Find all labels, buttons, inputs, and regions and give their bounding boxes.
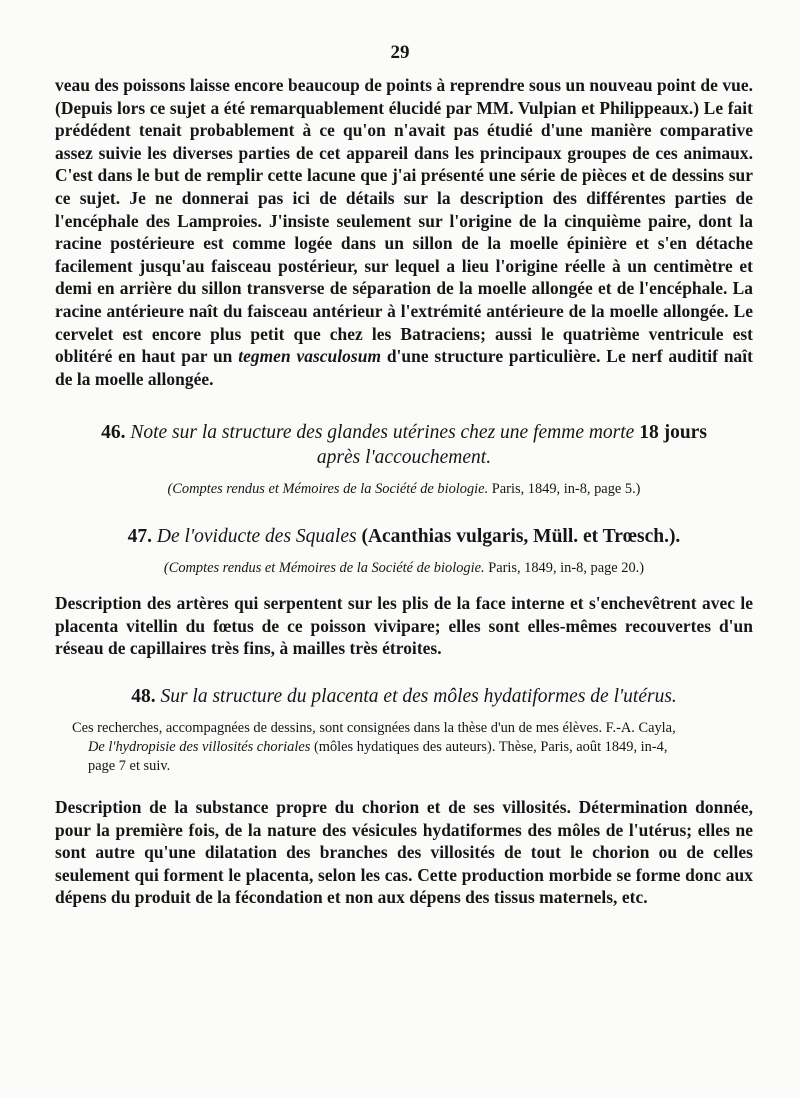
entry-48-title-text: Sur la structure du placenta et des môles hydatiformes de l'utérus. — [160, 686, 677, 707]
entry-47-number: 47. — [127, 526, 153, 547]
entry-47-title-roman: (Acanthias vulgaris, Müll. et Trœsch.). — [361, 526, 681, 547]
entry-48-title — [55, 684, 753, 709]
entry-46-title-text: Note sur la structure des glandes utérines chez une femme morte — [130, 422, 635, 443]
paragraph-1-end: d'une structure particulière. Le nerf auditif naît de la moelle allongée. — [55, 346, 754, 389]
entry-46-title-end: après l'accouchement. — [316, 447, 492, 468]
entry-47-title-text: De l'oviducte des Squales — [156, 526, 357, 547]
entry-48-note-line-2 — [72, 738, 752, 757]
entry-46-title — [55, 420, 753, 470]
entry-48-note-line-1: Ces recherches, accompagnées de dessins, sont consignées dans la thèse d'un de mes élèves. F.-A. Cayla, — [72, 720, 676, 736]
entry-48-note-line-3: page 7 et suiv. — [88, 758, 171, 774]
entry-48-note — [72, 719, 752, 776]
paragraph-1-text: veau des poissons laisse encore beaucoup de points à reprendre sous un nouveau point de vue. (Depuis lors ce sujet a été remarquablement élucidé par MM. Vulpian et Philippeaux.) Le fait prédédent tenait probablement à ce qu'on n'avait pas étudié d'une manière comparative assez suivie les diverses parties de cet appareil dans les principaux groupes de ces animaux. C'est dans le but de remplir cette lacune que j'ai présenté une série de pièces et de dessins sur ce sujet. Je ne donnerai pas ici de détails sur la description des différentes parties de l'encéphale des Lamproies. J'insiste seulement sur l'origine de la cinquième paire, dont la racine postérieure est comme logée dans un sillon de la moelle épinière et s'en détache facilement jusqu'au faisceau postérieur, sur lequel a lieu l'origine réelle à un centimètre et demi en arrière du sillon transverse de séparation de la moelle allongée et de l'encéphale. La racine antérieure naît du faisceau antérieur à l'extrémité antérieure de la moelle allongée. Le cervelet est encore plus petit que chez les Batraciens; aussi le quatrième ventricule est oblitéré en haut par un — [55, 75, 753, 367]
entry-46-reference — [55, 480, 753, 499]
entry-48-number: 48. — [131, 686, 156, 707]
entry-46-ref-rest: Paris, 1849, in-8, page 5.) — [491, 481, 641, 497]
entry-48-note-italic: De l'hydropisie des villosités choriales — [88, 739, 311, 755]
entry-46-number: 46. — [101, 422, 126, 443]
entry-46-ref-source: (Comptes rendus et Mémoires de la Société de biologie. — [167, 481, 489, 497]
paragraph-nervous-system — [55, 74, 753, 390]
page-number: 29 — [390, 42, 410, 63]
entry-48-description: Description de la substance propre du chorion et de ses villosités. Détermination donnée, pour la première fois, de la nature des vésicules hydatiformes des môles de l'utérus; elles ne sont autre qu'une dilatation des branches des villosités de tout le chorion ou de celles seulement qui forment le placenta, selon les cas. Cette production morbide se forme donc aux dépens du produit de la fécondation et non aux dépens des tissus maternels, etc. — [55, 797, 753, 908]
entry-47-reference — [55, 559, 753, 578]
entry-47-description: Description des artères qui serpentent sur les plis de la face interne et s'enchevêtrent avec le placenta vitellin du fœtus de ce poisson vivipare; elles sont elles-mêmes recouvertes d'un réseau de capillaires très fins, à mailles très étroites. — [55, 593, 753, 659]
entry-47-ref-source: (Comptes rendus et Mémoires de la Société de biologie. — [163, 560, 485, 576]
entry-46-title-days: 18 jours — [639, 422, 707, 443]
entry-47-title — [55, 524, 753, 549]
entry-48-note-line-2-rest: (môles hydatiques des auteurs). Thèse, Paris, août 1849, in-4, — [313, 739, 668, 755]
entry-47-ref-rest: Paris, 1849, in-8, page 20.) — [488, 560, 645, 576]
paragraph-1-italic-term: tegmen vasculosum — [238, 346, 382, 367]
